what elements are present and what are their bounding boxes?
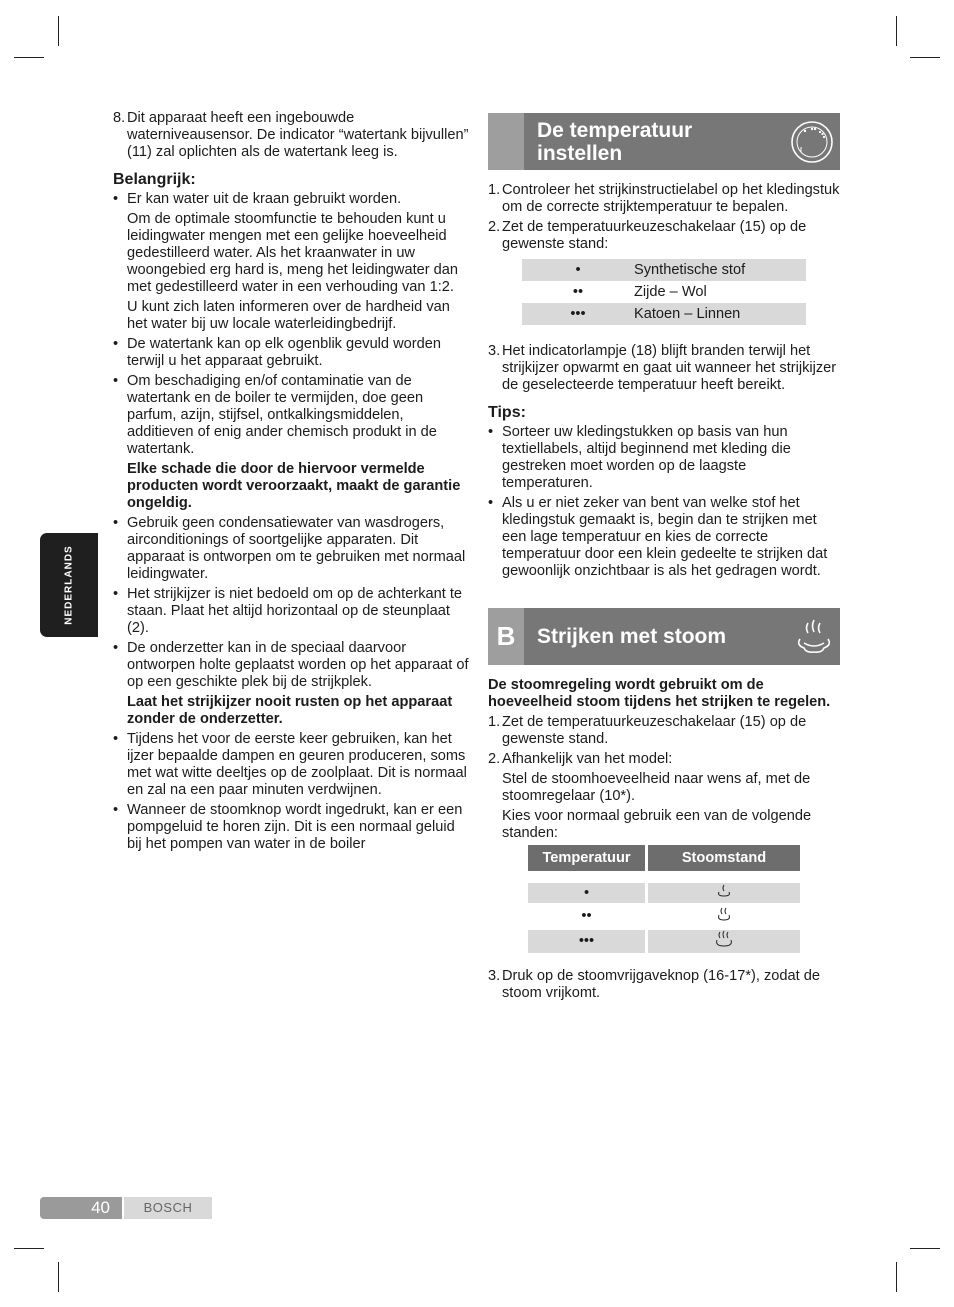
temperature-dots: ••• <box>528 930 648 953</box>
crop-mark <box>896 1262 897 1292</box>
brand-label: BOSCH <box>124 1197 212 1219</box>
section-letter: B <box>496 621 516 651</box>
numbered-item <box>113 110 469 161</box>
temperature-dots: •• <box>572 283 584 300</box>
bullet-text: Wanneer de stoomknop wordt ingedrukt, kan er een pompgeluid te horen zijn. Dit is een normaal geluid bij het pompen van water in de boiler <box>127 802 463 852</box>
column-header-steam: Stoomstand <box>648 845 800 871</box>
table-row <box>522 281 806 303</box>
temperature-dots: • <box>575 261 581 278</box>
item-number: 3. <box>488 968 501 984</box>
page-number: 40 <box>40 1197 122 1219</box>
bullet-item <box>113 191 469 208</box>
important-heading: Belangrijk: <box>113 171 196 188</box>
numbered-item <box>488 219 840 253</box>
paragraph: Om de optimale stoomfunctie te behouden kunt u leidingwater mengen met een gelijke hoeveelheid gedestilleerd water. Als het kraanwater in uw woongebied erg hard is, meng het leidingwater dan met gedestilleerd water in een verhouding van 1:2. <box>127 211 459 295</box>
numbered-item <box>488 968 840 1002</box>
crop-mark <box>910 1248 940 1249</box>
crop-mark <box>910 57 940 58</box>
bullet-item <box>488 495 840 580</box>
temperature-dots: • <box>528 883 648 903</box>
fabric-type: Zijde – Wol <box>634 283 707 300</box>
table-row <box>528 883 800 903</box>
warning-text: Laat het strijkijzer nooit rusten op het apparaat zonder de onderzetter. <box>127 694 453 727</box>
crop-mark <box>896 16 897 46</box>
bullet-item <box>113 802 469 853</box>
table-row <box>528 930 800 953</box>
steam-level-cell <box>648 883 800 903</box>
bullet-dot: • <box>113 515 119 531</box>
column-header-temperature: Temperatuur <box>528 845 648 871</box>
temperature-table <box>522 259 806 325</box>
banner-side-block <box>488 113 524 170</box>
bullet-text: Sorteer uw kledingstukken op basis van hun textiellabels, altijd beginnend met kleding die gestreken moet worden op de laagste temperaturen. <box>502 424 791 491</box>
section-title: Strijken met stoom <box>537 625 727 648</box>
bullet-item <box>113 731 469 799</box>
bullet-text: Er kan water uit de kraan gebruikt worden. <box>127 191 402 207</box>
item-number: 8. <box>113 110 126 126</box>
item-number: 1. <box>488 714 501 730</box>
bullet-item <box>113 373 469 458</box>
bullet-text: Om beschadiging en/of contaminatie van de watertank en de boiler te vermijden, doe geen parfum, azijn, stijfsel, ontkalkingsmiddelen, additieven of enig ander chemisch produkt in de watertank. <box>127 373 437 457</box>
steam-medium-icon <box>716 906 732 922</box>
item-text: Druk op de stoomvrijgaveknop (16-17*), zodat de stoom vrijkomt. <box>502 968 820 1001</box>
bullet-text: De onderzetter kan in de speciaal daarvoor ontworpen holte geplaatst worden op het apparaat of op een geschikte plek bij de strijkplek. <box>127 640 469 690</box>
temperature-dots: •• <box>528 906 648 927</box>
bullet-dot: • <box>113 586 119 602</box>
numbered-item <box>488 182 840 216</box>
steam-low-icon <box>716 884 732 898</box>
paragraph: Stel de stoomhoeveelheid naar wens af, met de stoomregelaar (10*). <box>502 771 811 804</box>
numbered-item <box>488 714 840 748</box>
paragraph: U kunt zich laten informeren over de hardheid van het water bij uw locale waterleidingbedrijf. <box>127 299 450 332</box>
steam-icon <box>794 617 834 655</box>
item-text: Het indicatorlampje (18) blijft branden terwijl het strijkijzer opwarmt en gaat uit wanneer het strijkijzer de geselecteerde temperatuur heeft bereikt. <box>502 343 837 393</box>
fabric-type: Katoen – Linnen <box>634 305 741 322</box>
table-row <box>522 303 806 325</box>
bullet-dot: • <box>113 373 119 389</box>
temperature-dial-icon <box>790 120 834 164</box>
crop-mark <box>58 1262 59 1292</box>
numbered-item <box>488 343 840 394</box>
section-title <box>537 119 692 165</box>
table-row <box>522 259 806 281</box>
fabric-type: Synthetische stof <box>634 261 746 278</box>
tips-heading: Tips: <box>488 404 526 421</box>
paragraph: Kies voor normaal gebruik een van de volgende standen: <box>502 808 812 841</box>
right-column <box>488 113 840 1002</box>
item-number: 3. <box>488 343 501 359</box>
item-text: Dit apparaat heeft een ingebouwde waterniveausensor. De indicator “watertank bijvullen” (11) zal oplichten als de watertank leeg is. <box>127 110 469 160</box>
bullet-dot: • <box>113 336 119 352</box>
crop-mark <box>14 57 44 58</box>
numbered-item <box>488 751 840 768</box>
bullet-text: Het strijkijzer is niet bedoeld om op de achterkant te staan. Plaat het altijd horizontaal op de steunplaat (2). <box>127 586 463 636</box>
item-number: 2. <box>488 751 501 767</box>
bullet-dot: • <box>113 640 119 656</box>
bullet-text: Gebruik geen condensatiewater van wasdrogers, airconditionings of soortgelijke apparaten. Dit apparaat is ontworpen om te gebruiken met normaal leidingwater. <box>127 515 466 582</box>
section-title-line: instellen <box>537 142 623 165</box>
steam-section-banner <box>488 608 840 665</box>
language-tab <box>40 533 98 637</box>
intro-text: De stoomregeling wordt gebruikt om de hoeveelheid stoom tijdens het strijken te regelen. <box>488 677 831 710</box>
steam-level-cell <box>648 930 800 953</box>
item-text: Afhankelijk van het model: <box>502 751 673 767</box>
left-column <box>113 110 469 853</box>
warning-text: Elke schade die door de hiervoor vermelde producten wordt veroorzaakt, maakt de garantie ongeldig. <box>127 461 461 511</box>
bullet-dot: • <box>113 802 119 818</box>
steam-level-cell <box>648 906 800 927</box>
steam-table <box>528 842 800 956</box>
item-text: Zet de temperatuurkeuzeschakelaar (15) op de gewenste stand. <box>502 714 807 747</box>
item-number: 1. <box>488 182 501 198</box>
item-text: Zet de temperatuurkeuzeschakelaar (15) op de gewenste stand: <box>502 219 807 252</box>
table-row <box>528 906 800 927</box>
bullet-item <box>113 515 469 583</box>
temperature-dots: ••• <box>570 305 586 322</box>
item-text: Controleer het strijkinstructielabel op het kledingstuk om de correcte strijktemperatuur te bepalen. <box>502 182 840 215</box>
bullet-text: Als u er niet zeker van bent van welke stof het kledingstuk gemaakt is, begin dan te strijken met een lage temperatuur en kies de correcte temperatuur door een klein gedeelte te strijken dat gewoonlijk onzichtbaar is als het gedragen wordt. <box>502 495 828 579</box>
language-tab-label: NEDERLANDS <box>63 545 75 625</box>
bullet-text: De watertank kan op elk ogenblik gevuld worden terwijl u het apparaat gebruikt. <box>127 336 441 369</box>
crop-mark <box>14 1248 44 1249</box>
crop-mark <box>58 16 59 46</box>
bullet-dot: • <box>488 495 494 511</box>
item-number: 2. <box>488 219 501 235</box>
section-title-line: De temperatuur <box>537 119 693 142</box>
bullet-item <box>488 424 840 492</box>
bullet-dot: • <box>488 424 494 440</box>
bullet-dot: • <box>113 191 119 207</box>
bullet-item <box>113 336 469 370</box>
temperature-section-banner <box>488 113 840 170</box>
steam-high-icon <box>714 930 734 948</box>
bullet-item <box>113 586 469 637</box>
bullet-dot: • <box>113 731 119 747</box>
bullet-text: Tijdens het voor de eerste keer gebruiken, kan het ijzer bepaalde dampen en geuren produceren, soms met wat witte deeltjes op de zoolplaat. Dit is normaal en zal na een paar minuten verdwijnen. <box>127 731 467 798</box>
table-header-row <box>528 845 800 871</box>
bullet-item <box>113 640 469 691</box>
